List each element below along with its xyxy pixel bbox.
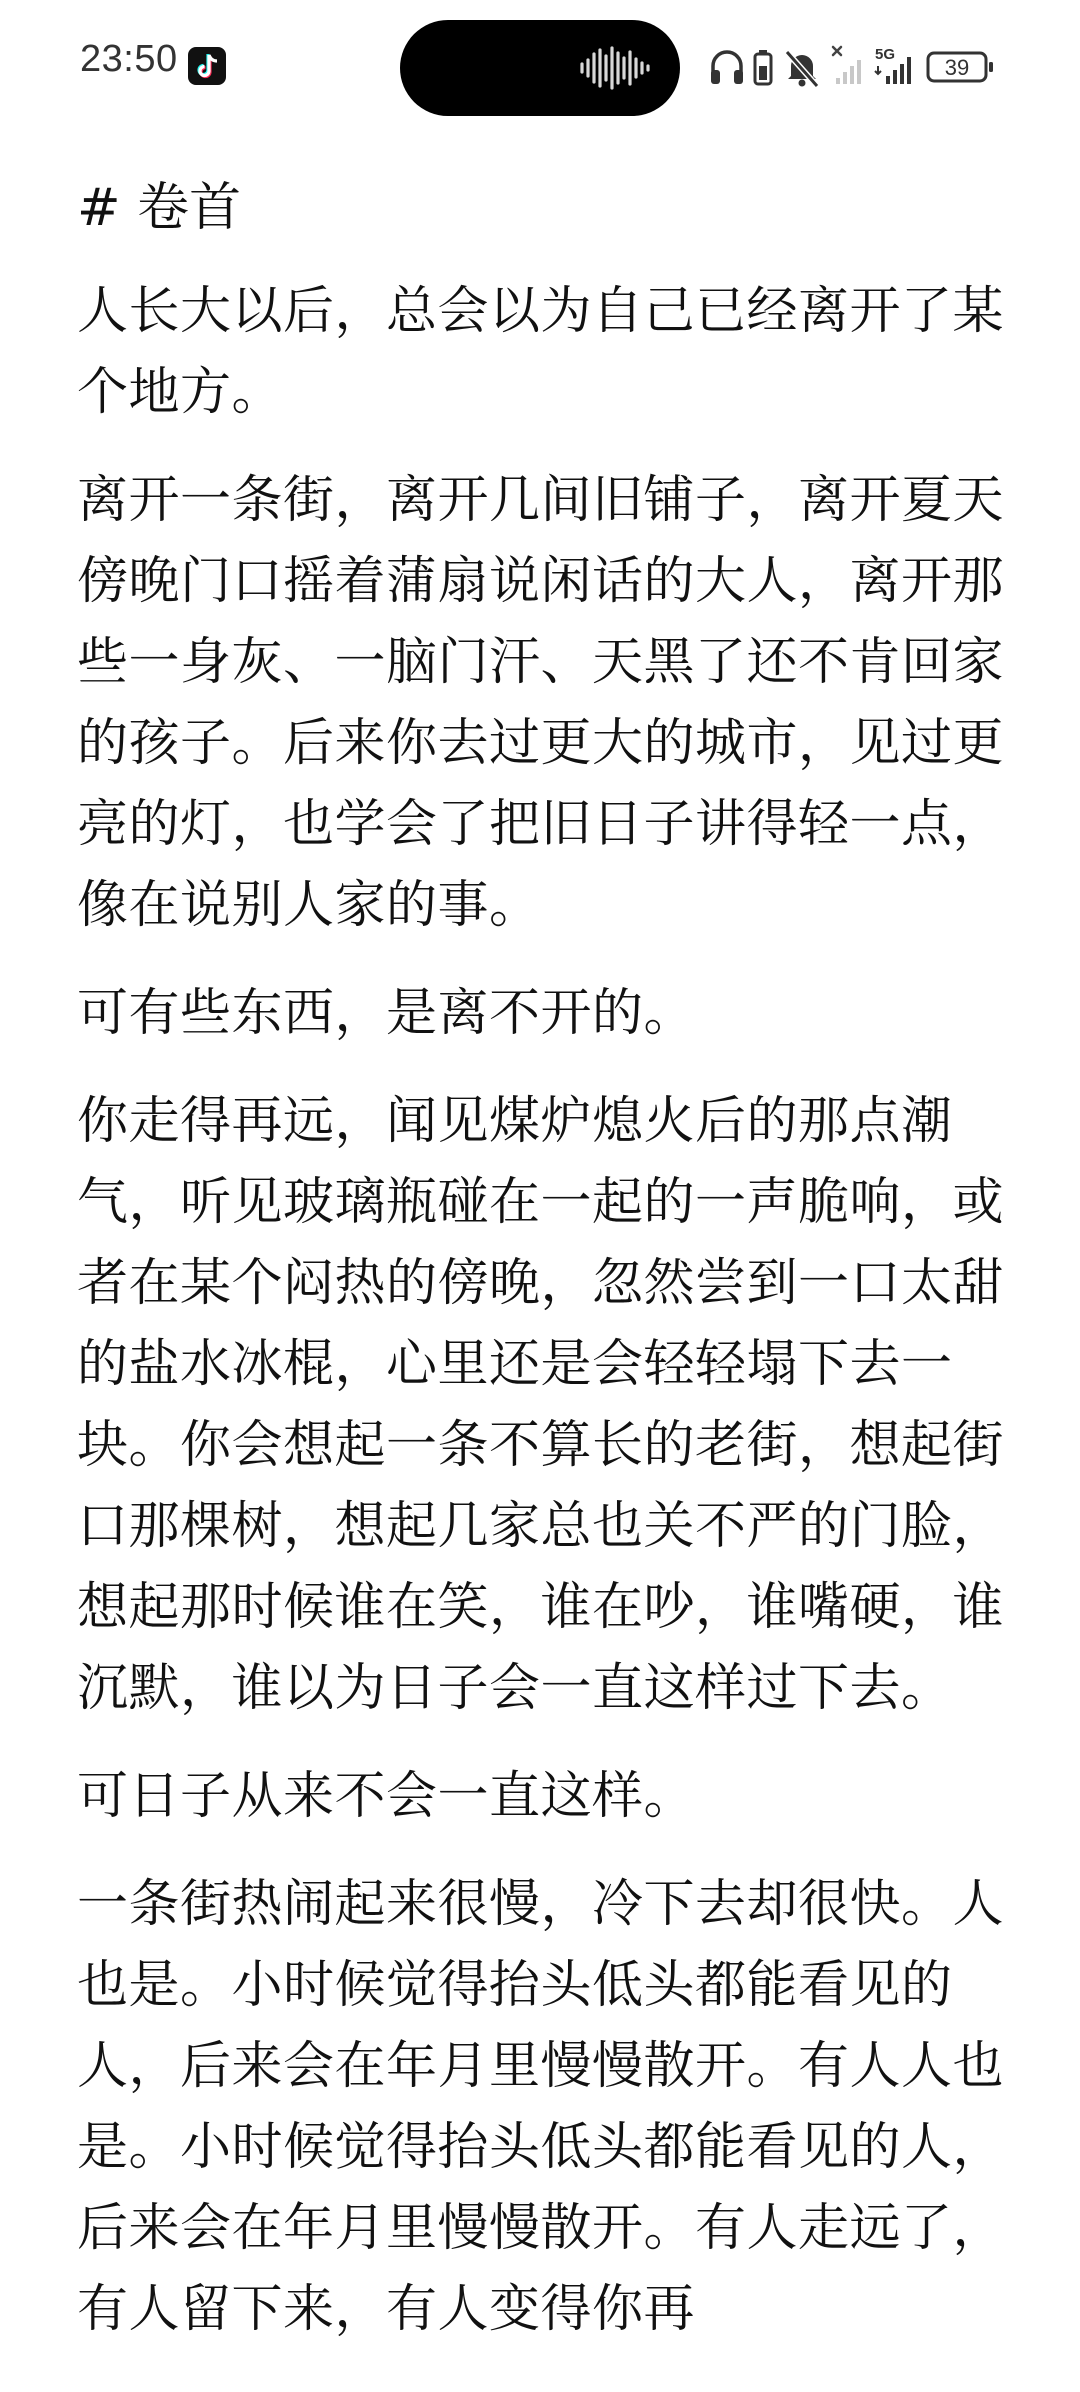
- headphones-icon: [708, 44, 746, 90]
- article-content[interactable]: [77, 175, 1007, 2377]
- bell-off-icon: [782, 44, 822, 90]
- paragraph: 一条街热闹起来很慢，冷下去却很快。人也是。小时候觉得抬头低头都能看见的人，后来会在年月里慢慢散开。有人人也是。小时候觉得抬头低头都能看见的人，后来会在年月里慢慢散开。有人走远了，有人留下来，有人变得你再: [77, 1875, 1005, 2339]
- status-bar: [0, 0, 1080, 135]
- paragraph: 离开一条街，离开几间旧铺子，离开夏天傍晚门口摇着蒲扇说闲话的大人，离开那些一身灰、一脑门汗、天黑了还不肯回家的孩子。后来你去过更大的城市，见过更亮的灯，也学会了把旧日子讲得轻一点，像在说别人家的事。: [77, 471, 1005, 935]
- status-time: 23:50: [80, 38, 178, 80]
- tiktok-icon: [188, 47, 226, 85]
- audio-wave-icon: [578, 44, 658, 92]
- dynamic-island[interactable]: [400, 20, 680, 116]
- article-heading: # 卷首: [77, 178, 242, 238]
- network-label: 5G: [875, 46, 896, 63]
- battery-saver-icon: [752, 44, 774, 90]
- paragraph: 你走得再远，闻见煤炉熄火后的那点潮气，听见玻璃瓶碰在一起的一声脆响，或者在某个闷热的傍晚，忽然尝到一口太甜的盐水冰棍，心里还是会轻轻塌下去一块。你会想起一条不算长的老街，想起街口那棵树，想起几家总也关不严的门脸，想起那时候谁在笑，谁在吵，谁嘴硬，谁沉默，谁以为日子会一直这样过下去。: [77, 1092, 1005, 1718]
- battery-icon: [926, 44, 996, 90]
- signal-5g-icon: [874, 44, 920, 90]
- battery-level: 39: [944, 55, 970, 80]
- paragraph: 人长大以后，总会以为自己已经离开了某个地方。: [77, 282, 1005, 422]
- no-signal-icon: [830, 44, 868, 90]
- paragraph: 可有些东西，是离不开的。: [77, 984, 696, 1043]
- paragraph: 可日子从来不会一直这样。: [77, 1767, 696, 1826]
